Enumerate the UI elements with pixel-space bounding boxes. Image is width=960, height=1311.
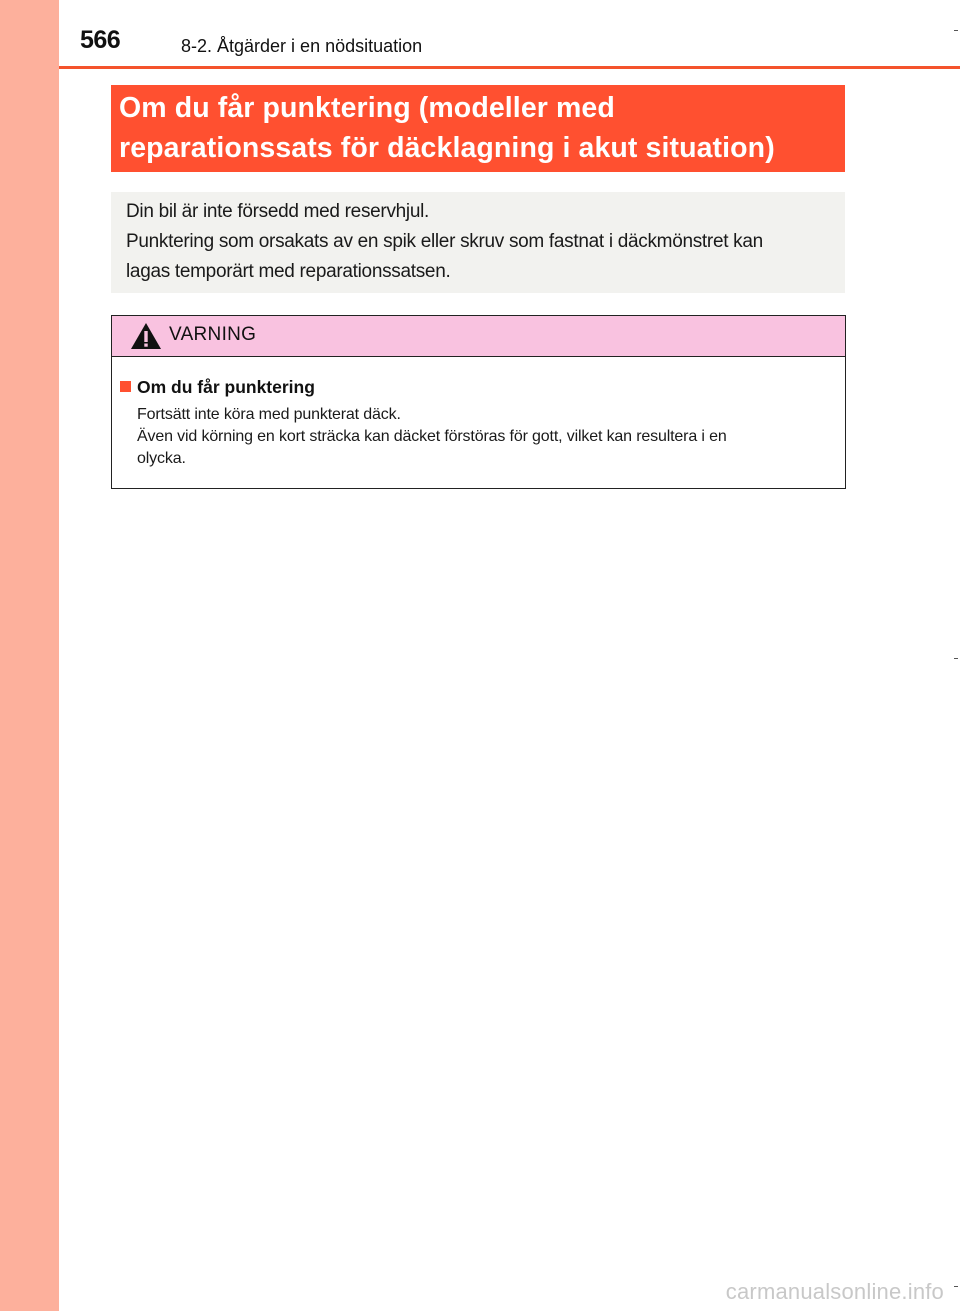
page-number: 566 (80, 26, 121, 54)
warning-text (119, 404, 833, 470)
title-line-1: Om du får punktering (modeller med (119, 92, 615, 124)
crop-mark (954, 30, 958, 31)
warning-header (112, 316, 845, 357)
warning-text-line-1: Fortsätt inte köra med punkterat däck. (137, 406, 401, 423)
warning-text-line-3: olycka. (137, 450, 186, 467)
warning-box (111, 315, 846, 489)
watermark: carmanualsonline.info (725, 1279, 944, 1304)
header-rule (59, 66, 960, 69)
page-title (111, 85, 845, 172)
intro-box (111, 192, 845, 293)
side-band (0, 0, 59, 1311)
square-bullet-icon (120, 381, 131, 392)
title-line-2: reparationssats för däcklagning i akut situation) (119, 132, 775, 164)
intro-line-2: Punktering som orsakats av en spik eller skruv som fastnat i däckmönstret kan (126, 231, 763, 252)
crop-mark (954, 1286, 958, 1287)
warning-triangle-icon (130, 322, 162, 350)
crop-mark (954, 658, 958, 659)
warning-label: VARNING (169, 324, 257, 345)
intro-line-1: Din bil är inte försedd med reservhjul. (126, 201, 429, 222)
warning-heading-row (119, 374, 833, 400)
warning-heading: Om du får punktering (137, 377, 315, 397)
intro-line-3: lagas temporärt med reparationssatsen. (126, 261, 451, 282)
page-header (59, 0, 960, 66)
warning-text-line-2: Även vid körning en kort sträcka kan däcket förstöras för gott, vilket kan resultera i en (137, 428, 727, 445)
warning-body (112, 357, 845, 470)
section-title: 8-2. Åtgärder i en nödsituation (181, 36, 423, 56)
